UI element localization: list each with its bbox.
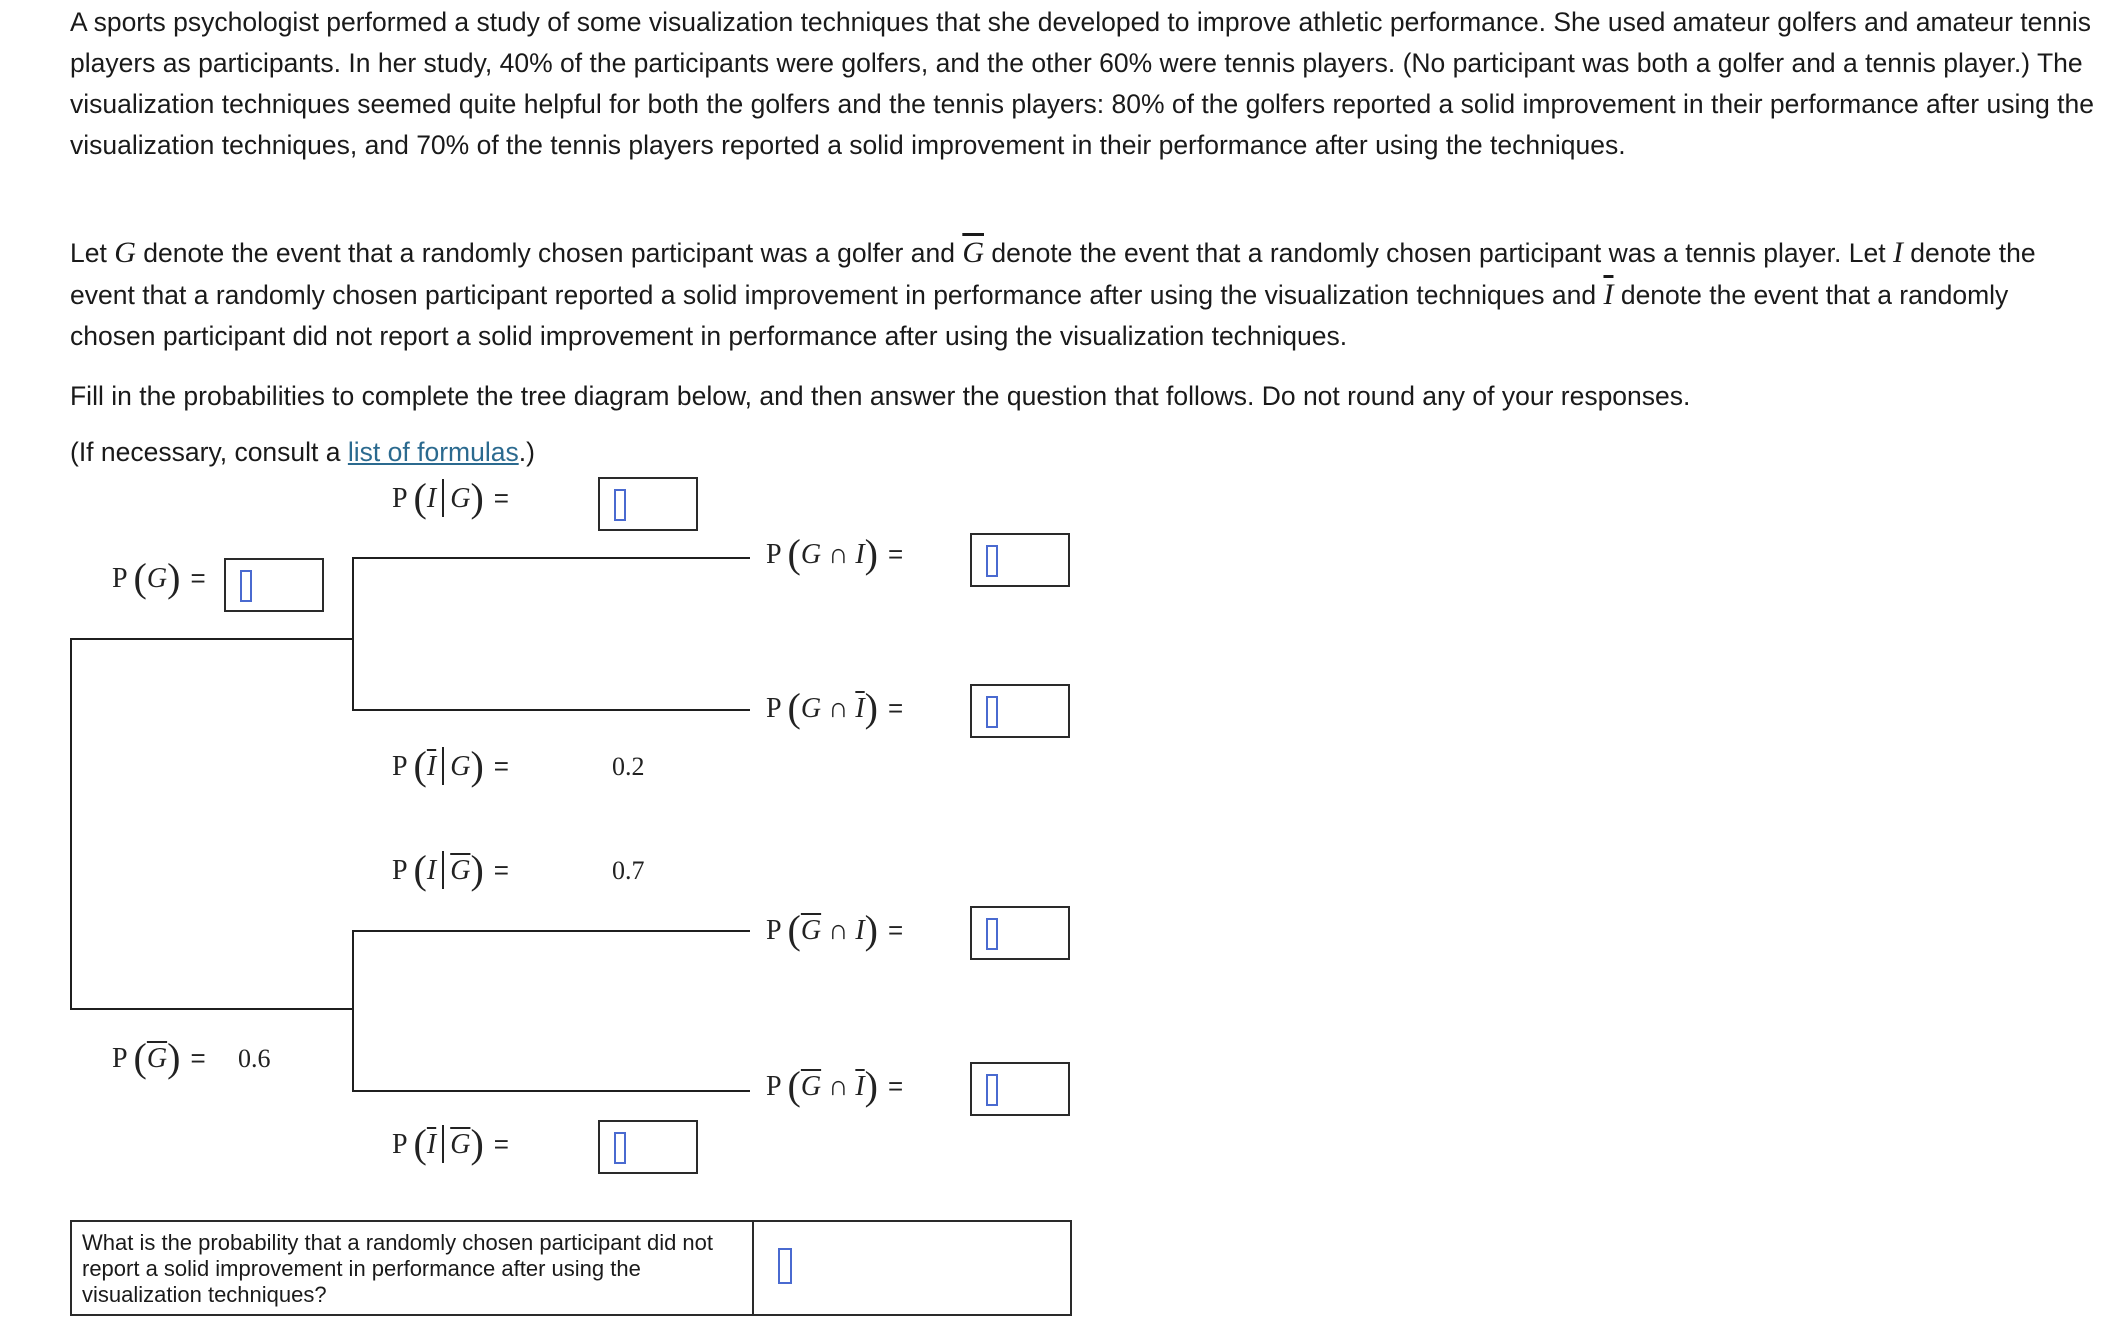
var-i-bar: $\overline{I}$ bbox=[1603, 278, 1614, 311]
value-p-not-g: 0.6 bbox=[238, 1044, 271, 1073]
input-p-i-given-g[interactable] bbox=[598, 477, 698, 531]
problem-paragraph-1: A sports psychologist performed a study of some visualization techniques that she developed to improve athletic performance. She used amateur golfers and amateur tennis players as participants. In her study, 40% of the participants were golfers, and the other 60% were tennis players. (No participant was both a golfer and a tennis player.) The visualization techniques seemed quite helpful for both the golfers and the tennis players: 80% of the golfers reported a solid improvement in their performance after using the visualization techniques, and 70% of the tennis players reported a solid improvement in their performance after using the techniques. bbox=[70, 7, 2095, 160]
label-p-g-and-not-i: P (G ∩ $\overline{I}$) = bbox=[766, 685, 904, 730]
tree-g-vertical bbox=[352, 557, 354, 711]
tree-root-vertical bbox=[70, 638, 72, 1010]
label-p-not-g-and-not-i: P ($\overline{G}$ ∩ $\overline{I}$) = bbox=[766, 1063, 904, 1108]
tree-gbar-top-branch bbox=[352, 930, 750, 932]
input-p-g[interactable] bbox=[224, 558, 324, 612]
input-p-g-and-i[interactable] bbox=[970, 533, 1070, 587]
text-cursor-icon bbox=[986, 1074, 998, 1106]
formulas-post: .) bbox=[518, 437, 535, 467]
label-p-not-g: P $(\overline{G})$ = bbox=[112, 1035, 206, 1080]
p2-text-d: denote the event that a randomly chosen participant reported a solid improvement in performance after using the visualization techniques and bbox=[70, 238, 2036, 310]
formulas-line bbox=[70, 432, 2100, 473]
question-text: What is the probability that a randomly chosen participant did not report a solid improvement in performance after using the visualization techniques? bbox=[82, 1230, 714, 1307]
label-p-g-and-i: P (G ∩ I) = bbox=[766, 531, 904, 576]
instructions: Fill in the probabilities to complete the tree diagram below, and then answer the question that follows. Do not round any of your responses. bbox=[70, 381, 1691, 411]
label-p-not-i-given-g: P ($\overline{I}$ G) = bbox=[392, 743, 509, 788]
label-p-not-i-given-not-g: P ($\overline{I}$ $\overline{G}$) = bbox=[392, 1121, 509, 1166]
var-g-bar: $\overline{G}$ bbox=[962, 236, 984, 269]
tree-g-top-branch bbox=[352, 557, 750, 559]
text-cursor-icon bbox=[986, 918, 998, 950]
label-p-g: P (G) = bbox=[112, 555, 206, 600]
tree-root-bottom-horizontal bbox=[70, 1008, 354, 1010]
text-cursor-icon bbox=[614, 489, 626, 521]
text-cursor-icon bbox=[614, 1132, 626, 1164]
tree-gbar-bottom-branch bbox=[352, 1090, 750, 1092]
input-p-not-g-and-not-i[interactable] bbox=[970, 1062, 1070, 1116]
input-p-not-i-given-not-g[interactable] bbox=[598, 1120, 698, 1174]
formulas-pre: (If necessary, consult a bbox=[70, 437, 348, 467]
question-divider bbox=[752, 1220, 754, 1316]
label-p-i-given-not-g: P (I $\overline{G}$) = bbox=[392, 847, 509, 892]
var-i: I bbox=[1892, 236, 1903, 269]
p2-text-c: denote the event that a randomly chosen participant was a tennis player. Let bbox=[984, 238, 1893, 268]
problem-paragraph-2 bbox=[70, 232, 2100, 357]
p2-text-b: denote the event that a randomly chosen participant was a golfer and bbox=[135, 238, 963, 268]
list-of-formulas-link[interactable]: list of formulas bbox=[347, 437, 519, 467]
p2-text-a: Let bbox=[70, 238, 115, 268]
answer-input-cursor[interactable] bbox=[778, 1248, 792, 1284]
tree-root-top-horizontal bbox=[70, 638, 354, 640]
text-cursor-icon bbox=[240, 570, 252, 602]
text-cursor-icon bbox=[986, 545, 998, 577]
input-p-g-and-not-i[interactable] bbox=[970, 684, 1070, 738]
value-p-not-i-given-g: 0.2 bbox=[612, 752, 645, 781]
tree-g-bottom-branch bbox=[352, 709, 750, 711]
label-p-not-g-and-i: P ($\overline{G}$ ∩ I) = bbox=[766, 907, 904, 952]
var-g: G bbox=[114, 236, 136, 269]
value-p-i-given-not-g: 0.7 bbox=[612, 856, 645, 885]
input-p-not-g-and-i[interactable] bbox=[970, 906, 1070, 960]
p2-text-e: denote the event that a randomly chosen participant did not report a solid improvement in performance after using the visualization techniques. bbox=[70, 280, 2009, 351]
label-p-i-given-g: P (I G) = bbox=[392, 475, 509, 520]
text-cursor-icon bbox=[986, 696, 998, 728]
tree-gbar-vertical bbox=[352, 930, 354, 1092]
